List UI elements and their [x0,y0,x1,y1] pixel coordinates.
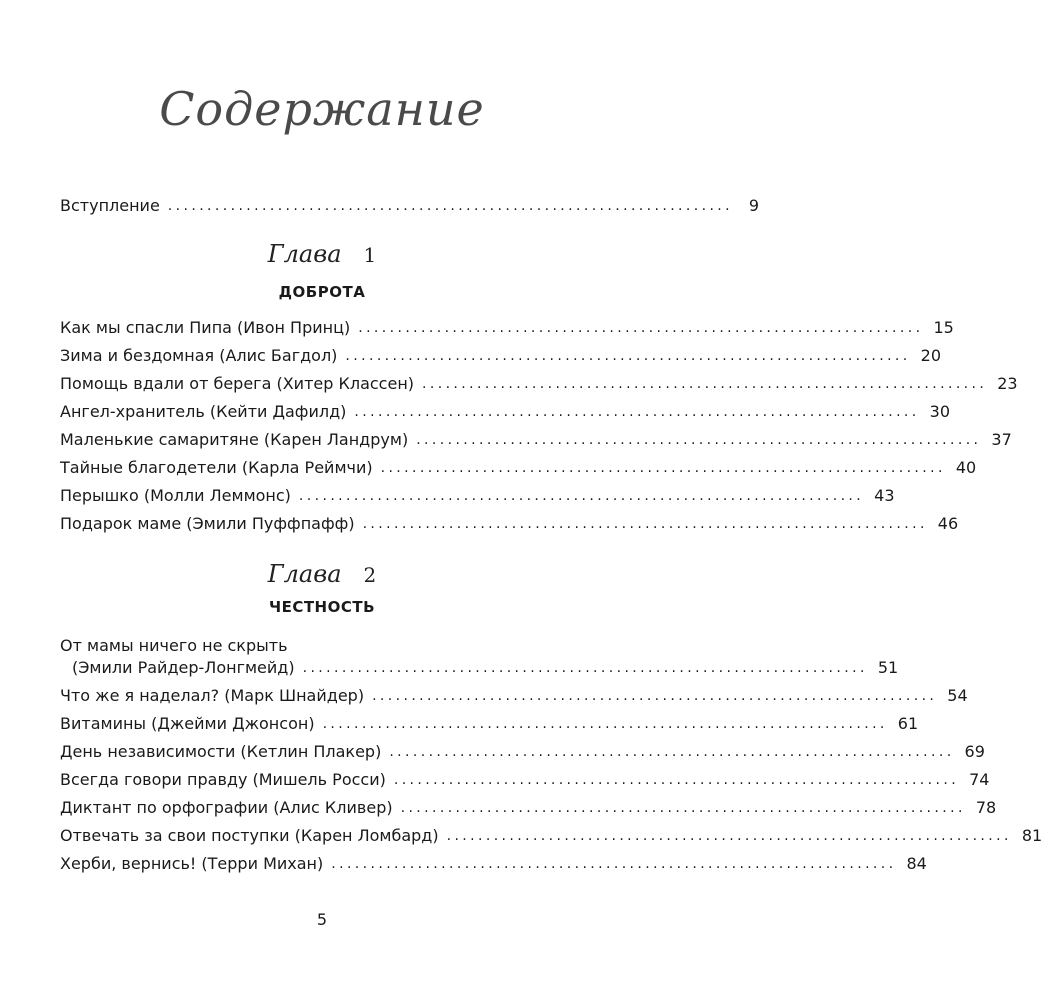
entry-page: 30 [929,402,950,421]
dot-leader: ........................................................................ [362,516,928,532]
toc-entry [60,398,950,422]
entry-page: 74 [969,770,990,789]
toc-entry [60,794,997,818]
dot-leader: ........................................................................ [358,320,924,336]
chapter-1-label [0,240,644,268]
entry-title: Витамины (Джейми Джонсон) [60,714,315,733]
chapter-number: 2 [363,563,377,587]
dot-leader: ........................................................................ [389,744,955,760]
entry-title: День независимости (Кетлин Плакер) [60,742,382,761]
entry-page: 37 [991,430,1012,449]
entry-title: Отвечать за свои поступки (Карен Ломбард) [60,826,439,845]
toc-entry [60,682,968,706]
toc-entry [60,314,954,338]
toc-entry [60,426,1012,450]
dot-leader: ........................................................................ [167,198,734,214]
chapter-number: 1 [363,243,377,267]
toc-entry [60,370,1018,394]
entry-page: 78 [975,798,997,817]
dot-leader: ........................................................................ [302,660,868,676]
entry-page: 84 [906,854,927,873]
toc-entry [60,454,977,478]
entry-title: Всегда говори правду (Мишель Росси) [60,770,386,789]
entry-title: Ангел-хранитель (Кейти Дафилд) [60,402,347,421]
dot-leader: ........................................................................ [298,488,865,504]
entry-page: 69 [964,742,985,761]
dot-leader: ........................................................................ [331,856,897,872]
toc-entry [60,738,985,762]
toc-entry [60,510,959,534]
entry-title: (Эмили Райдер-Лонгмейд) [72,658,295,677]
entry-title: Как мы спасли Пипа (Ивон Принц) [60,318,351,337]
toc-entry-intro [60,192,760,216]
chapter-1-heading: ДОБРОТА [278,283,366,301]
dot-leader: ........................................................................ [372,688,938,704]
toc-entry [60,850,927,874]
dot-leader: ........................................................................ [380,460,946,476]
entry-page: 61 [897,714,919,733]
entry-page: 54 [947,686,968,705]
page-number: 5 [316,910,328,929]
toc-entry [60,342,941,366]
entry-title: Перышко (Молли Леммонс) [60,486,291,505]
dot-leader: ........................................................................ [416,432,982,448]
entry-title: Что же я наделал? (Марк Шнайдер) [60,686,365,705]
dot-leader: ........................................................................ [354,404,920,420]
toc-entry [60,710,919,734]
entry-page: 20 [920,346,941,365]
entry-page: 40 [955,458,977,477]
dot-leader: ........................................................................ [345,348,911,364]
toc-title: Содержание [159,82,485,136]
toc-entry [60,482,895,506]
chapter-word: Глава [267,560,342,588]
entry-title: Херби, вернись! (Терри Михан) [60,854,324,873]
entry-title: Помощь вдали от берега (Хитер Классен) [60,374,415,393]
entry-page: 9 [748,196,760,215]
dot-leader: ........................................................................ [322,716,888,732]
entry-title: Подарок маме (Эмили Пуффпафф) [60,514,355,533]
entry-title: Тайные благодетели (Карла Реймчи) [60,458,373,477]
dot-leader: ........................................................................ [422,376,988,392]
toc-entry-line1: От мамы ничего не скрыть [60,636,288,655]
chapter-word: Глава [267,240,342,268]
entry-page: 46 [937,514,959,533]
entry-title: Маленькие самаритяне (Карен Ландрум) [60,430,409,449]
entry-page: 81 [1021,826,1042,845]
entry-page: 51 [877,658,899,677]
dot-leader: ........................................................................ [400,800,966,816]
chapter-2-label [0,560,644,588]
chapter-2-heading: ЧЕСТНОСТЬ [268,598,376,616]
toc-entry [60,766,990,790]
entry-page: 23 [997,374,1018,393]
entry-title: Зима и бездомная (Алис Багдол) [60,346,338,365]
dot-leader: ........................................................................ [446,828,1012,844]
entry-title: Вступление [60,196,160,215]
toc-entry [60,822,1042,846]
entry-title: Диктант по орфографии (Алис Кливер) [60,798,393,817]
toc-entry [72,654,899,678]
entry-page: 43 [874,486,895,505]
dot-leader: ........................................................................ [393,772,960,788]
entry-page: 15 [933,318,954,337]
